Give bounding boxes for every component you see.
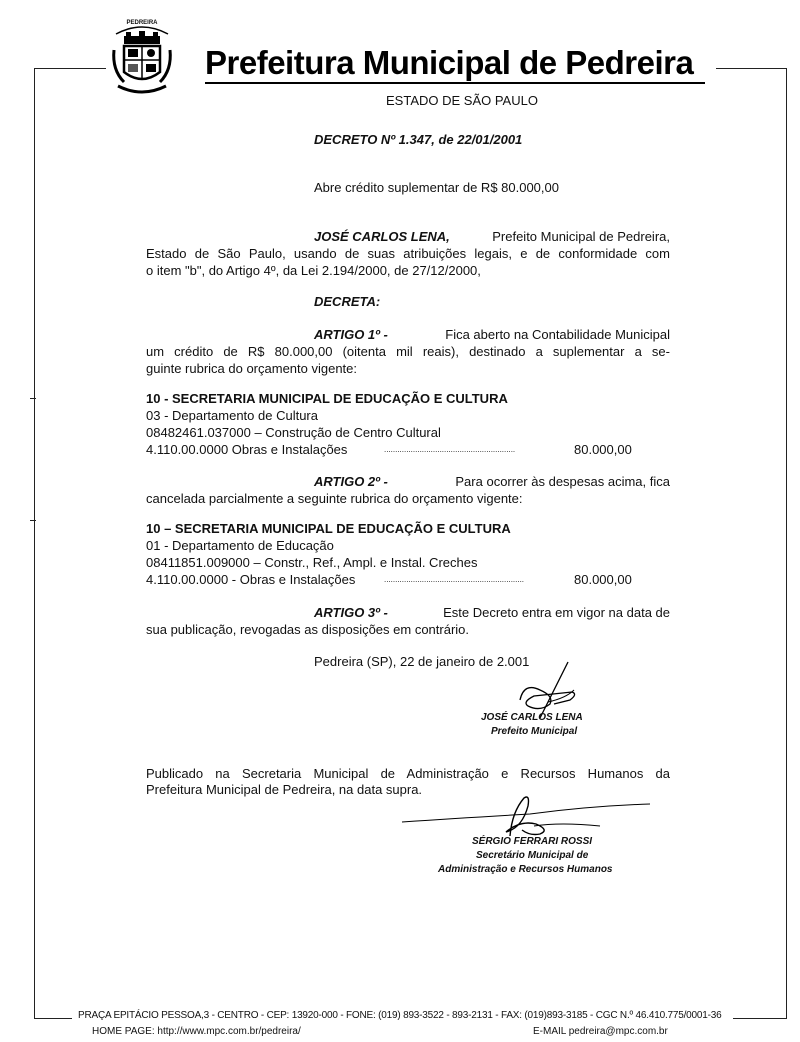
margin-tick [30, 520, 36, 521]
block-2-secretaria: 10 – SECRETARIA MUNICIPAL DE EDUCAÇÃO E CULTURA [146, 521, 511, 536]
article-2-label: ARTIGO 2º - [314, 474, 388, 489]
block-1-secretaria: 10 - SECRETARIA MUNICIPAL DE EDUCAÇÃO E CULTURA [146, 391, 508, 406]
crest-label: PEDREIRA [126, 20, 158, 26]
block-2-valor: 80.000,00 [574, 572, 632, 587]
block-2-departamento: 01 - Departamento de Educação [146, 538, 334, 553]
frame-left-border [34, 68, 35, 1018]
article-2-first-line [314, 473, 670, 490]
publication-line: Publicado na Secretaria Municipal de Administração e Recursos Humanos da [146, 766, 670, 781]
secretary-signature-icon [400, 792, 660, 840]
article-1-line: guinte rubrica do orçamento vigente: [146, 361, 358, 376]
footer-homepage-link[interactable]: HOME PAGE: http://www.mpc.com.br/pedreira/ [92, 1026, 301, 1037]
signer-2-role: Secretário Municipal de [476, 850, 589, 861]
frame-bottom-left-border [34, 1018, 72, 1019]
signer-2-name: SÉRGIO FERRARI ROSSI [472, 836, 593, 847]
block-1-valor: 80.000,00 [574, 442, 632, 457]
article-3-line: sua publicação, revogadas as disposições em contrário. [146, 622, 470, 637]
decreta-heading: DECRETA: [314, 294, 381, 309]
preamble-mayor-title: Prefeito Municipal de Pedreira, [492, 229, 670, 244]
article-3-first-line [314, 604, 670, 621]
municipal-crest-icon [110, 20, 174, 100]
article-2-text: Para ocorrer às despesas acima, fica [455, 474, 670, 489]
decree-summary: Abre crédito suplementar de R$ 80.000,00 [314, 180, 559, 195]
title-underline [205, 82, 705, 84]
footer-email-link[interactable]: E-MAIL pedreira@mpc.com.br [533, 1026, 668, 1037]
block-1-departamento: 03 - Departamento de Cultura [146, 408, 318, 423]
article-3-label: ARTIGO 3º - [314, 605, 388, 620]
block-1-leader-dots: ........................................................... [384, 445, 516, 454]
article-3-text: Este Decreto entra em vigor na data de [443, 605, 670, 620]
place-date: Pedreira (SP), 22 de janeiro de 2.001 [314, 654, 530, 669]
block-1-rubrica: 4.110.00.0000 Obras e Instalações [146, 442, 348, 457]
decree-number: DECRETO Nº 1.347, de 22/01/2001 [314, 132, 523, 147]
margin-tick [30, 398, 36, 399]
article-1-label: ARTIGO 1º - [314, 327, 388, 342]
page-title: Prefeitura Municipal de Pedreira [205, 44, 694, 81]
block-2-leader-dots: ............................................................... [384, 575, 525, 584]
article-1-text: Fica aberto na Contabilidade Municipal [445, 327, 670, 342]
page-subtitle: ESTADO DE SÃO PAULO [386, 93, 538, 108]
block-2-rubrica: 4.110.00.0000 - Obras e Instalações [146, 572, 356, 587]
mayor-signature-icon [510, 660, 600, 720]
article-1-line: um crédito de R$ 80.000,00 (oitenta mil reais), destinado a suplementar a se- [146, 344, 670, 359]
preamble-line: Estado de São Paulo, usando de suas atribuições legais, e de conformidade com [146, 246, 670, 261]
preamble-mayor-name: JOSÉ CARLOS LENA, [314, 229, 450, 244]
footer-address: PRAÇA EPITÁCIO PESSOA,3 - CENTRO - CEP: 13920-000 - FONE: (019) 893-3522 - 893-2131 - FAX: (019)893-3185 - CGC N.º 46.410.775/0001-36 [78, 1010, 722, 1021]
frame-top-right-border [716, 68, 787, 69]
preamble-first-line [314, 228, 670, 245]
signer-2-department: Administração e Recursos Humanos [438, 864, 613, 875]
preamble-line: o item "b", do Artigo 4º, da Lei 2.194/2000, de 27/12/2000, [146, 263, 481, 278]
frame-top-left-border [34, 68, 106, 69]
article-1-first-line [314, 326, 670, 343]
block-2-projeto: 08411851.009000 – Constr., Ref., Ampl. e Instal. Creches [146, 555, 478, 570]
frame-bottom-right-border [733, 1018, 787, 1019]
publication-line: Prefeitura Municipal de Pedreira, na data supra. [146, 782, 423, 797]
signer-1-role: Prefeito Municipal [491, 726, 578, 737]
article-2-line: cancelada parcialmente a seguinte rubrica do orçamento vigente: [146, 491, 523, 506]
block-1-projeto: 08482461.037000 – Construção de Centro Cultural [146, 425, 441, 440]
signer-1-name: JOSÉ CARLOS LENA [481, 712, 583, 723]
frame-right-border [786, 68, 787, 1018]
